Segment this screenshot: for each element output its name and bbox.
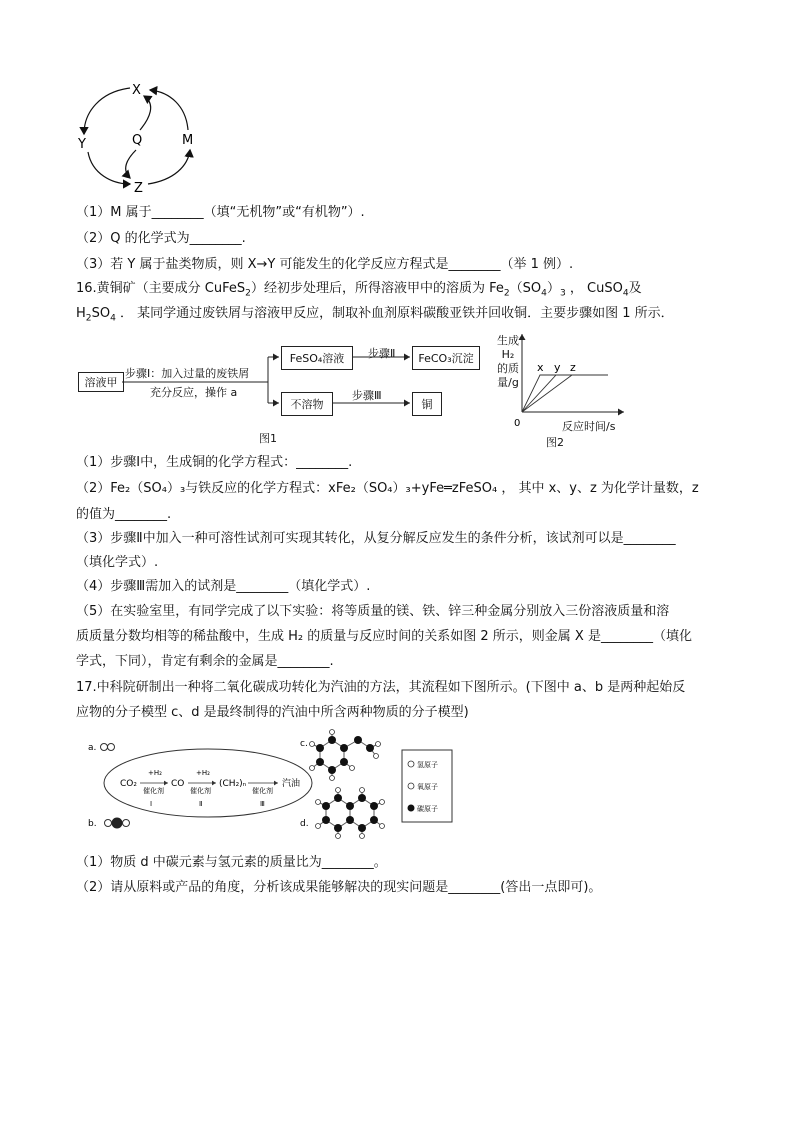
graph-y-label: 生成 H₂ 的质 量/g xyxy=(497,334,519,389)
flow-cat-1: 催化剂 xyxy=(143,787,164,795)
flow-r2: Ⅱ xyxy=(199,800,203,808)
flowchart-arrows xyxy=(0,0,794,440)
flow-h2-2: +H₂ xyxy=(196,769,210,777)
series-y-label: y xyxy=(554,361,561,374)
flow-co2: CO₂ xyxy=(120,779,137,789)
flow-ch2n: (CH₂)ₙ xyxy=(219,779,247,789)
step1-label-bottom: 充分反应，操作 a xyxy=(150,386,238,399)
flow-r3: Ⅲ xyxy=(260,800,265,808)
q16-part3-line2: （填化学式）. xyxy=(76,555,159,570)
label-c: c. xyxy=(300,739,308,749)
q17-intro-line2: 应物的分子模型 c、d 是最终制得的汽油中所含两种物质的分子模型) xyxy=(76,705,469,720)
step1-label-top: 步骤Ⅰ：加入过量的废铁屑 xyxy=(125,367,250,380)
series-z-line xyxy=(522,375,572,412)
node-m: M xyxy=(182,133,194,148)
q16-part5-line2: 质质量分数均相等的稀盐酸中，生成 H₂ 的质量与反应时间的关系如图 2 所示，则金属 X 是________（填化 xyxy=(76,629,692,644)
q17-part2: （2）请从原料或产品的角度，分析该成果能够解决的现实问题是________(答出一点即可)。 xyxy=(76,880,602,895)
legend-oxygen: 氧原子 xyxy=(417,783,438,791)
molecule-a-atom2 xyxy=(108,744,115,751)
node-z: Z xyxy=(134,181,143,196)
label-a: a. xyxy=(88,743,97,753)
label-b: b. xyxy=(88,819,97,829)
figure2-caption: 图2 xyxy=(546,436,564,449)
flow-cat-3: 催化剂 xyxy=(252,787,273,795)
series-x-label: x xyxy=(537,361,544,374)
q16-part5-line1: （5）在实验室里，有同学完成了以下实验：将等质量的镁、铁、锌三种金属分别放入三份溶液质量和溶 xyxy=(76,604,670,619)
q16-part2-line2: 的值为________. xyxy=(76,507,172,522)
q16-part1: （1）步骤Ⅰ中，生成铜的化学方程式：________. xyxy=(76,455,353,470)
q16-part2-line1: （2）Fe₂（SO₄）₃与铁反应的化学方程式：xFe₂（SO₄）₃+yFe═zFeSO₄ ， 其中 x、y、z 为化学计量数，z xyxy=(76,481,699,496)
step2-label: 步骤Ⅱ xyxy=(368,347,396,360)
series-z-label: z xyxy=(570,361,576,374)
q16-intro-line1: 16.黄铜矿（主要成分 CuFeS$_2$）经初步处理后，所得溶液甲中的溶质为 $Fe_2(SO_4)_3$ ， CuSO$_4$及 xyxy=(76,281,642,299)
box-feso4: FeSO₄溶液 xyxy=(281,346,353,370)
series-y-line xyxy=(522,375,556,412)
molecule-c xyxy=(312,732,378,778)
box-feco3: FeCO₃沉淀 xyxy=(412,346,480,370)
q15-part1: （1）M 属于________（填“无机物”或“有机物”）. xyxy=(76,205,365,220)
q16-part3-line1: （3）步骤Ⅱ中加入一种可溶性试剂可实现其转化，从复分解反应发生的条件分析，该试剂可以是________ xyxy=(76,531,676,546)
q17-intro-line1: 17.中科院研制出一种将二氧化碳成功转化为汽油的方法，其流程如下图所示。(下图中 a、b 是两种起始反 xyxy=(76,680,686,695)
gasoline-process-diagram xyxy=(86,728,456,840)
flow-cat-2: 催化剂 xyxy=(190,787,211,795)
flow-h2-1: +H₂ xyxy=(148,769,162,777)
molecule-d xyxy=(318,790,382,836)
graph-x-label: 反应时间/s xyxy=(562,420,616,433)
node-x: X xyxy=(132,83,141,98)
box-insoluble: 不溶物 xyxy=(281,392,333,416)
molecule-b-atom2 xyxy=(112,818,122,828)
legend-hydrogen: 氢原子 xyxy=(417,761,438,769)
legend-carbon: 碳原子 xyxy=(417,805,438,813)
flow-co: CO xyxy=(171,779,185,789)
figure1-caption: 图1 xyxy=(259,432,277,445)
molecule-a-atom1 xyxy=(101,744,108,751)
box-solution-a: 溶液甲 xyxy=(78,372,124,392)
q16-part5-line3: 学式，下同），肯定有剩余的金属是________. xyxy=(76,654,334,669)
q15-part3: （3）若 Y 属于盐类物质，则 X→Y 可能发生的化学反应方程式是________（举 1 例）. xyxy=(76,257,574,272)
flow-gasoline: 汽油 xyxy=(282,779,301,789)
graph-plot xyxy=(510,330,630,430)
molecule-c-carbons xyxy=(316,736,374,774)
node-y: Y xyxy=(78,137,86,152)
q15-part2: （2）Q 的化学式为________. xyxy=(76,231,246,246)
graph-origin: 0 xyxy=(514,418,521,429)
molecule-b-atom3 xyxy=(123,820,130,827)
node-q: Q xyxy=(132,133,143,148)
molecule-b-atom1 xyxy=(105,820,112,827)
flow-r1: Ⅰ xyxy=(150,800,153,808)
q16-part4: （4）步骤Ⅲ需加入的试剂是________（填化学式）. xyxy=(76,579,371,594)
step3-label: 步骤Ⅲ xyxy=(352,389,382,402)
q16-intro-line2: $H_2SO_4$ ． 某同学通过废铁屑与溶液甲反应，制取补血剂原料碳酸亚铁并回收铜．主要步骤如图 1 所示． xyxy=(76,306,674,324)
label-d: d. xyxy=(300,819,309,829)
box-copper: 铜 xyxy=(412,392,442,416)
q17-part1: （1）物质 d 中碳元素与氢元素的质量比为________。 xyxy=(76,855,387,870)
